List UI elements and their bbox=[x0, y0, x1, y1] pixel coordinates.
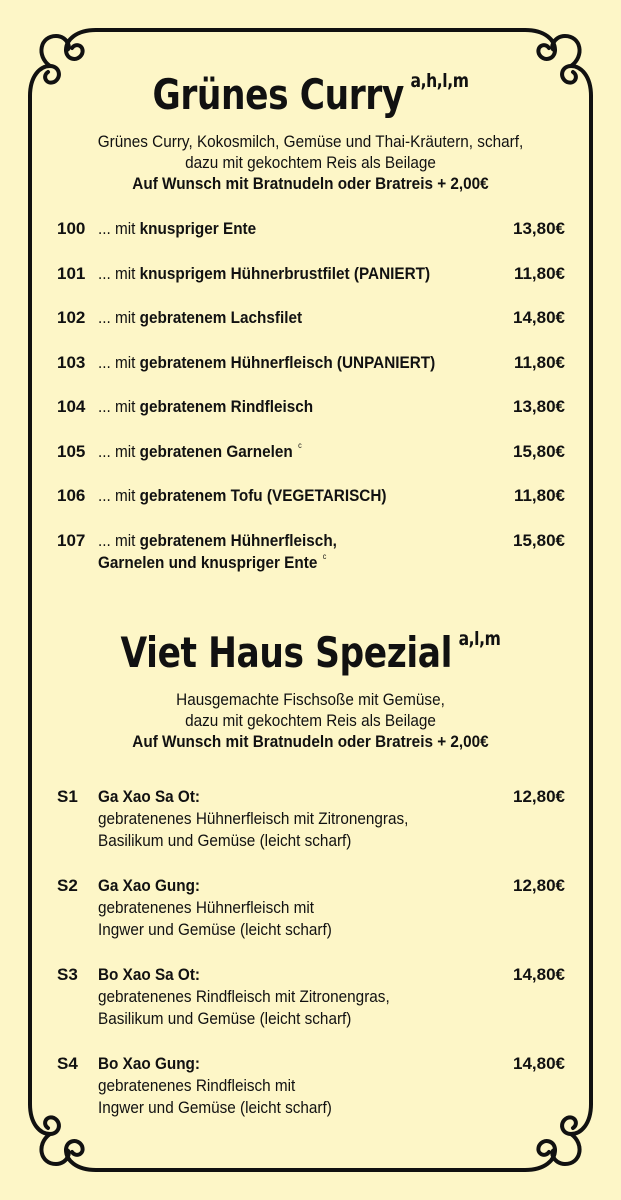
item-price: 15,80€ bbox=[513, 531, 565, 550]
section-title-text: Grünes Curry bbox=[152, 70, 404, 119]
item-name: Bo Xao Sa Ot: bbox=[98, 965, 201, 984]
item-number: 101 bbox=[57, 264, 86, 283]
item-prefix: ... mit bbox=[98, 264, 136, 283]
item-prefix: ... mit bbox=[98, 486, 136, 505]
item-number: S2 bbox=[57, 876, 78, 895]
item-price: 12,80€ bbox=[513, 787, 565, 806]
item-prefix: ... mit bbox=[98, 353, 136, 372]
item-description: gebratenenes Rindfleisch mit Zitronengras, bbox=[98, 987, 390, 1006]
section-note: Auf Wunsch mit Bratnudeln oder Bratreis + 2,00€ bbox=[132, 174, 489, 193]
item-price: 11,80€ bbox=[513, 264, 565, 283]
item-number: S4 bbox=[57, 1054, 78, 1073]
item-price: 14,80€ bbox=[513, 1054, 565, 1073]
section-title-viet-haus bbox=[56, 628, 565, 677]
item-description: Basilikum und Gemüse (leicht scharf) bbox=[98, 831, 352, 850]
item-prefix: ... mit bbox=[98, 219, 136, 238]
item-number: 106 bbox=[57, 486, 86, 505]
item-name: Bo Xao Gung: bbox=[98, 1054, 200, 1073]
item-name-line2: Garnelen und knuspriger Ente bbox=[98, 553, 318, 572]
description-line: Hausgemachte Fischsoße mit Gemüse, bbox=[176, 690, 445, 709]
section-allergens: a,h,l,m bbox=[410, 70, 469, 92]
item-prefix: ... mit bbox=[98, 442, 136, 461]
item-name: gebratenem Lachsfilet bbox=[139, 308, 303, 327]
item-number: 107 bbox=[57, 531, 86, 550]
item-name: gebratenen Garnelen bbox=[139, 442, 293, 461]
description-line: dazu mit gekochtem Reis als Beilage bbox=[185, 711, 436, 730]
item-prefix: ... mit bbox=[98, 397, 136, 416]
description-line: dazu mit gekochtem Reis als Beilage bbox=[185, 153, 436, 172]
description-line: Grünes Curry, Kokosmilch, Gemüse und Thai-Kräutern, scharf, bbox=[97, 132, 524, 151]
item-number: S3 bbox=[57, 965, 78, 984]
item-price: 13,80€ bbox=[513, 397, 565, 416]
section-note: Auf Wunsch mit Bratnudeln oder Bratreis + 2,00€ bbox=[132, 732, 489, 751]
section-description-viet-haus bbox=[31, 689, 590, 752]
item-number: 105 bbox=[57, 442, 86, 461]
item-name: Ga Xao Gung: bbox=[98, 876, 201, 895]
item-description: Ingwer und Gemüse (leicht scharf) bbox=[98, 920, 332, 939]
item-description: gebratenenes Rindfleisch mit bbox=[98, 1076, 296, 1095]
item-description: gebratenenes Hühnerfleisch mit bbox=[98, 898, 315, 917]
item-name: knusprigem Hühnerbrustfilet (PANIERT) bbox=[139, 264, 431, 283]
item-number: 104 bbox=[57, 397, 86, 416]
item-allergen: c bbox=[322, 552, 327, 561]
item-price: 11,80€ bbox=[513, 353, 565, 372]
item-name: gebratenem Hühnerfleisch (UNPANIERT) bbox=[139, 353, 436, 372]
item-name: Ga Xao Sa Ot: bbox=[98, 787, 201, 806]
item-price: 14,80€ bbox=[513, 308, 565, 327]
section-title-green-curry bbox=[56, 70, 565, 119]
item-price: 13,80€ bbox=[513, 219, 565, 238]
item-description: Basilikum und Gemüse (leicht scharf) bbox=[98, 1009, 352, 1028]
item-price: 15,80€ bbox=[513, 442, 565, 461]
section-allergens: a,l,m bbox=[458, 628, 501, 650]
item-number: 102 bbox=[57, 308, 86, 327]
item-prefix: ... mit bbox=[98, 308, 136, 327]
item-name: gebratenem Hühnerfleisch, bbox=[139, 531, 337, 550]
item-price: 14,80€ bbox=[513, 965, 565, 984]
item-number: 100 bbox=[57, 219, 86, 238]
item-description: gebratenenes Hühnerfleisch mit Zitronengras, bbox=[98, 809, 409, 828]
item-description: Ingwer und Gemüse (leicht scharf) bbox=[98, 1098, 332, 1117]
item-prefix: ... mit bbox=[98, 531, 136, 550]
item-allergen: c bbox=[298, 441, 302, 450]
section-description-green-curry bbox=[31, 131, 590, 194]
item-number: S1 bbox=[57, 787, 78, 806]
item-name: gebratenem Rindfleisch bbox=[139, 397, 314, 416]
item-name: knuspriger Ente bbox=[139, 219, 257, 238]
item-price: 12,80€ bbox=[513, 876, 565, 895]
section-title-text: Viet Haus Spezial bbox=[120, 628, 453, 677]
item-name: gebratenem Tofu (VEGETARISCH) bbox=[139, 486, 387, 505]
item-price: 11,80€ bbox=[513, 486, 565, 505]
item-number: 103 bbox=[57, 353, 86, 372]
